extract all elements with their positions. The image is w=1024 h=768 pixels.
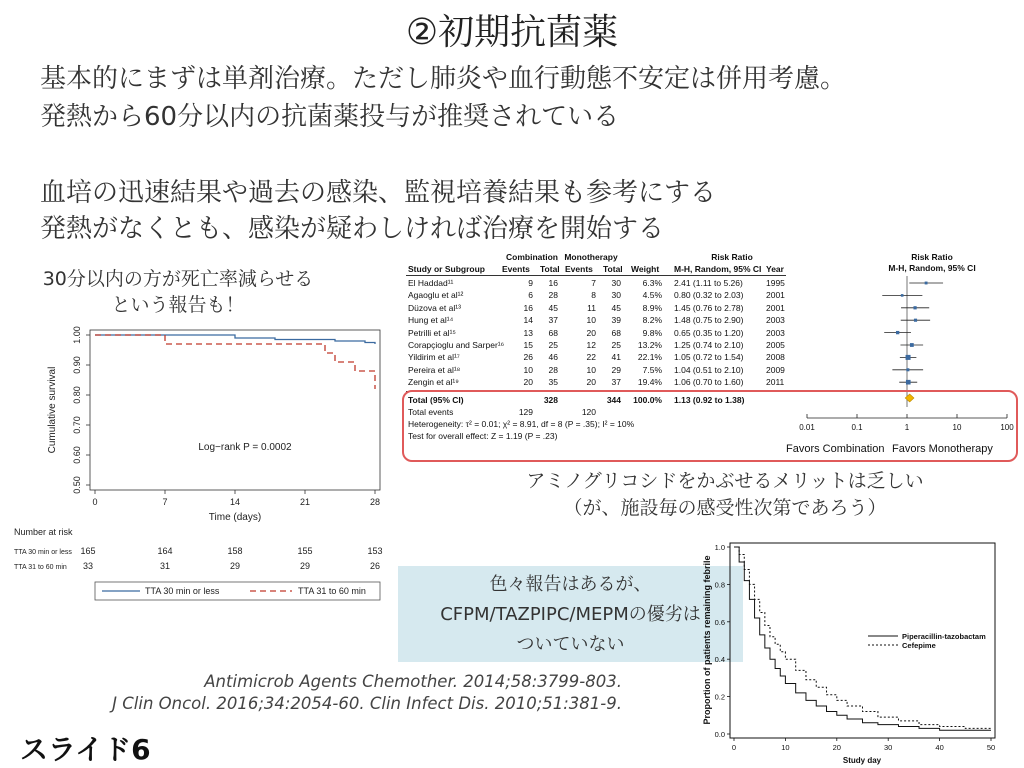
fp-xtick-label: 100 (1000, 423, 1014, 432)
fp-cell-ci: 1.05 (0.72 to 1.54) (674, 352, 744, 363)
fp-overall-effect: Test for overall effect: Z = 1.19 (P = .23) (408, 431, 558, 441)
fp-cell-year: 2008 (766, 352, 785, 363)
fp-xtick-label: 0.01 (799, 423, 815, 432)
fp-cell-year: 2011 (766, 377, 785, 388)
fp-cell-w: 9.8% (642, 327, 662, 338)
risk-count: 29 (299, 561, 311, 571)
fp-cell-ci: 0.80 (0.32 to 2.03) (674, 290, 744, 301)
fp-cell-t2: 68 (611, 327, 621, 338)
risk-count: 33 (82, 561, 94, 571)
step-ytick-label: 0.8 (714, 580, 725, 590)
fp-cell-t2: 41 (611, 352, 621, 363)
fp-cell-study: Agaoglu et al¹² (408, 290, 464, 301)
fp-cell-t2: 25 (611, 340, 621, 350)
fp-point-estimate (914, 319, 917, 322)
step-xtick-label: 10 (781, 743, 790, 752)
fp-col-year: Year (766, 264, 784, 274)
km-plot-frame (90, 330, 380, 490)
km-ytick-label: 0.80 (72, 386, 82, 404)
callout-line-3: ついていない (516, 634, 625, 655)
step-ytick-label: 0.4 (714, 655, 725, 665)
step-xtick-label: 30 (884, 743, 893, 752)
fp-point-estimate (925, 282, 928, 285)
fp-xtick-label: 1 (904, 423, 910, 432)
km-series-line-1 (95, 335, 375, 344)
fp-cell-study: El Haddad¹¹ (408, 278, 454, 288)
febrile-step-chart (698, 535, 1004, 767)
fp-point-estimate (910, 343, 914, 347)
fp-cell-w: 13.2% (637, 340, 662, 350)
fp-cell-w: 8.2% (642, 315, 662, 326)
km-legend-label-2: TTA 31 to 60 min (298, 586, 366, 596)
fp-cell-e2: 10 (586, 315, 596, 326)
km-ytick-label: 0.70 (72, 416, 82, 434)
step-xtick-label: 0 (731, 743, 737, 752)
fp-cell-w: 6.3% (642, 278, 662, 288)
fp-cell-year: 1995 (766, 278, 785, 288)
fp-total-ci: 1.13 (0.92 to 1.38) (674, 395, 745, 405)
fp-cell-e1: 20 (523, 377, 533, 388)
fp-col-events-1: Events (502, 264, 530, 274)
body-line-4: 発熱がなくとも、感染が疑わしければ治療を開始する (40, 214, 665, 244)
step-ylabel: Proportion of patients remaining febrile (702, 555, 712, 725)
fp-cell-year: 2009 (766, 364, 785, 375)
fp-cell-e2: 8 (591, 290, 596, 301)
risk-count: 26 (369, 561, 381, 571)
fp-cell-t1: 25 (548, 340, 558, 350)
fp-cell-e2: 12 (586, 340, 596, 350)
fp-cell-e2: 22 (586, 352, 596, 363)
callout-line-1: 色々報告はあるが、 (489, 574, 652, 595)
fp-cell-ci: 2.41 (1.11 to 5.26) (674, 278, 743, 288)
km-xlabel: Time (days) (208, 512, 262, 523)
fp-col-study: Study or Subgroup (408, 264, 485, 274)
fp-head-combination: Combination (506, 252, 558, 262)
fp-cell-e2: 7 (591, 278, 596, 288)
fp-head-riskratio-1: Risk Ratio (711, 252, 753, 262)
step-ytick-label: 1.0 (714, 543, 725, 552)
fp-point-estimate (906, 355, 911, 360)
fp-col-weight: Weight (631, 264, 660, 274)
fp-events-e1: 129 (518, 407, 533, 417)
fp-cell-t2: 37 (611, 377, 621, 388)
fp-header-rule (406, 275, 786, 276)
fp-cell-t1: 68 (548, 327, 558, 338)
fp-cell-e2: 10 (586, 364, 596, 375)
fp-xtick-label: 10 (952, 423, 962, 432)
fp-total-t1: 328 (543, 395, 558, 405)
fp-cell-study: Pereira et al¹⁸ (408, 364, 461, 375)
note-left-2: という報告も！ (111, 294, 245, 316)
fp-cell-study: Petrilli et al¹⁵ (408, 327, 456, 338)
risk-count: 29 (229, 561, 241, 571)
fp-head-monotherapy: Monotherapy (564, 252, 618, 262)
fp-cell-e1: 26 (523, 352, 533, 363)
km-series-line-2 (95, 335, 375, 389)
km-legend-label-1: TTA 30 min or less (145, 586, 220, 596)
fp-col-ci: M-H, Random, 95% CI (674, 264, 762, 274)
risk-count: 165 (80, 546, 96, 556)
risk-count: 164 (157, 546, 173, 556)
fp-cell-w: 8.9% (642, 302, 662, 313)
step-ytick-label: 0.2 (714, 692, 725, 702)
fp-cell-w: 4.5% (642, 290, 662, 301)
slide-title: ②初期抗菌薬 (405, 12, 619, 53)
fp-cell-ci: 1.25 (0.74 to 2.10) (674, 340, 744, 350)
fp-point-estimate (901, 294, 904, 297)
fp-total-t2: 344 (606, 395, 621, 405)
fp-cell-study: Yildirim et al¹⁷ (408, 352, 460, 363)
fp-cell-year: 2003 (766, 315, 785, 326)
risk-row-label: TTA 30 min or less (14, 549, 72, 556)
fp-events-label: Total events (408, 407, 454, 417)
step-xtick-label: 20 (832, 743, 841, 752)
km-ylabel: Cumulative survival (47, 366, 58, 454)
note-right-1: アミノグリコシドをかぶせるメリットは乏しい (526, 470, 924, 492)
fp-favors-monotherapy: Favors Monotherapy (892, 443, 993, 455)
fp-cell-year: 2005 (766, 340, 785, 350)
fp-events-e2: 120 (581, 407, 596, 417)
step-ytick-label: 0.0 (714, 730, 725, 739)
fp-cell-t2: 30 (611, 278, 621, 288)
risk-count: 31 (159, 561, 171, 571)
fp-point-estimate (896, 331, 899, 334)
fp-cell-t2: 39 (611, 315, 621, 326)
km-ytick-label: 0.60 (72, 446, 82, 464)
km-logrank-annotation: Log−rank P = 0.0002 (198, 442, 292, 453)
fp-heterogeneity: Heterogeneity: τ² = 0.01; χ² = 8.91, df = 8 (P = .35); I² = 10% (408, 419, 635, 429)
fp-cell-e1: 10 (523, 364, 533, 375)
citation-2: J Clin Oncol. 2016;34:2054-60. Clin Infect Dis. 2010;51:381-9. (112, 694, 622, 713)
fp-cell-t1: 35 (548, 377, 558, 388)
risk-count: 155 (297, 546, 313, 556)
fp-cell-e2: 20 (586, 327, 596, 338)
fp-total-label: Total (95% CI) (408, 395, 464, 405)
fp-xtick-label: 0.1 (851, 423, 863, 432)
fp-cell-t1: 28 (548, 290, 558, 301)
fp-favors-combination: Favors Combination (786, 443, 885, 455)
fp-cell-e1: 14 (523, 315, 533, 326)
km-xtick-label: 0 (92, 497, 98, 507)
km-ytick-label: 1.00 (72, 326, 82, 344)
step-xtick-label: 40 (935, 743, 944, 752)
km-xtick-label: 28 (369, 497, 381, 507)
fp-cell-ci: 1.04 (0.51 to 2.10) (674, 364, 744, 375)
callout-box (398, 566, 743, 665)
fp-cell-ci: 0.65 (0.35 to 1.20) (674, 327, 744, 338)
body-line-3: 血培の迅速結果や過去の感染、監視培養結果も参考にする (40, 178, 717, 208)
fp-cell-year: 2003 (766, 327, 785, 338)
fp-cell-t1: 46 (548, 352, 558, 363)
fp-cell-t1: 37 (548, 315, 558, 326)
slide-number-label: スライド6 (20, 733, 151, 766)
fp-col-events-2: Events (565, 264, 593, 274)
body-line-2: 発熱から60分以内の抗菌薬投与が推奨されている (40, 102, 620, 132)
fp-cell-w: 19.4% (637, 377, 662, 388)
fp-cell-e1: 15 (523, 340, 533, 350)
fp-cell-t2: 30 (611, 290, 621, 301)
fp-col-total-2: Total (603, 264, 623, 274)
fp-cell-w: 7.5% (642, 364, 662, 375)
step-legend-label-1: Piperacillin-tazobactam (902, 632, 986, 641)
fp-head-ci-2: M-H, Random, 95% CI (888, 263, 976, 273)
fp-col-total-1: Total (540, 264, 560, 274)
note-left-1: 30分以内の方が死亡率減らせる (42, 268, 314, 290)
fp-cell-study: Corapçioglu and Sarper¹⁶ (408, 340, 505, 350)
note-right-2: （が、施設毎の感受性次第であろう） (563, 497, 887, 519)
risk-count: 158 (227, 546, 243, 556)
km-ytick-label: 0.50 (72, 476, 82, 494)
step-xlabel: Study day (842, 756, 882, 765)
fp-head-riskratio-2: Risk Ratio (911, 252, 953, 262)
fp-point-estimate (906, 368, 909, 371)
fp-cell-e1: 9 (528, 278, 533, 288)
fp-cell-t2: 29 (611, 364, 621, 375)
fp-cell-study: Düzova et al¹³ (408, 302, 461, 313)
fp-cell-ci: 1.06 (0.70 to 1.60) (674, 377, 744, 388)
fp-cell-year: 2001 (766, 290, 785, 301)
risk-table-title: Number at risk (14, 527, 73, 537)
risk-row-label: TTA 31 to 60 min (14, 564, 67, 571)
fp-cell-t1: 16 (548, 278, 558, 288)
km-xtick-label: 21 (299, 497, 311, 507)
fp-point-estimate (913, 306, 916, 309)
fp-total-weight: 100.0% (633, 395, 662, 405)
km-survival-chart (10, 325, 390, 605)
fp-cell-e1: 6 (528, 290, 533, 301)
fp-cell-t1: 45 (548, 302, 558, 313)
step-ytick-label: 0.6 (714, 617, 725, 627)
fp-cell-e2: 20 (586, 377, 596, 388)
fp-cell-e1: 16 (523, 302, 533, 313)
callout-line-2: CFPM/TAZPIPC/MEPMの優劣は (440, 604, 701, 625)
km-xtick-label: 14 (229, 497, 241, 507)
fp-cell-year: 2001 (766, 302, 785, 313)
body-line-1: 基本的にまずは単剤治療。ただし肺炎や血行動態不安定は併用考慮。 (40, 64, 847, 94)
km-xtick-label: 7 (162, 497, 168, 507)
fp-cell-ci: 1.45 (0.76 to 2.78) (674, 302, 744, 313)
fp-cell-w: 22.1% (637, 352, 662, 363)
km-ytick-label: 0.90 (72, 356, 82, 374)
fp-point-estimate (906, 380, 911, 385)
citation-1: Antimicrob Agents Chemother. 2014;58:3799-803. (204, 672, 622, 691)
fp-cell-t1: 28 (548, 364, 558, 375)
fp-cell-study: Zengin et al¹⁹ (408, 377, 459, 388)
fp-cell-e2: 11 (587, 302, 596, 313)
fp-cell-e1: 13 (523, 327, 533, 338)
fp-cell-study: Hung et al¹⁴ (408, 315, 454, 326)
risk-count: 153 (367, 546, 383, 556)
step-legend-label-2: Cefepime (902, 641, 936, 650)
step-xtick-label: 50 (986, 743, 996, 752)
fp-highlight-box (402, 390, 1018, 462)
fp-cell-ci: 1.48 (0.75 to 2.90) (674, 315, 744, 326)
fp-cell-t2: 45 (611, 302, 621, 313)
